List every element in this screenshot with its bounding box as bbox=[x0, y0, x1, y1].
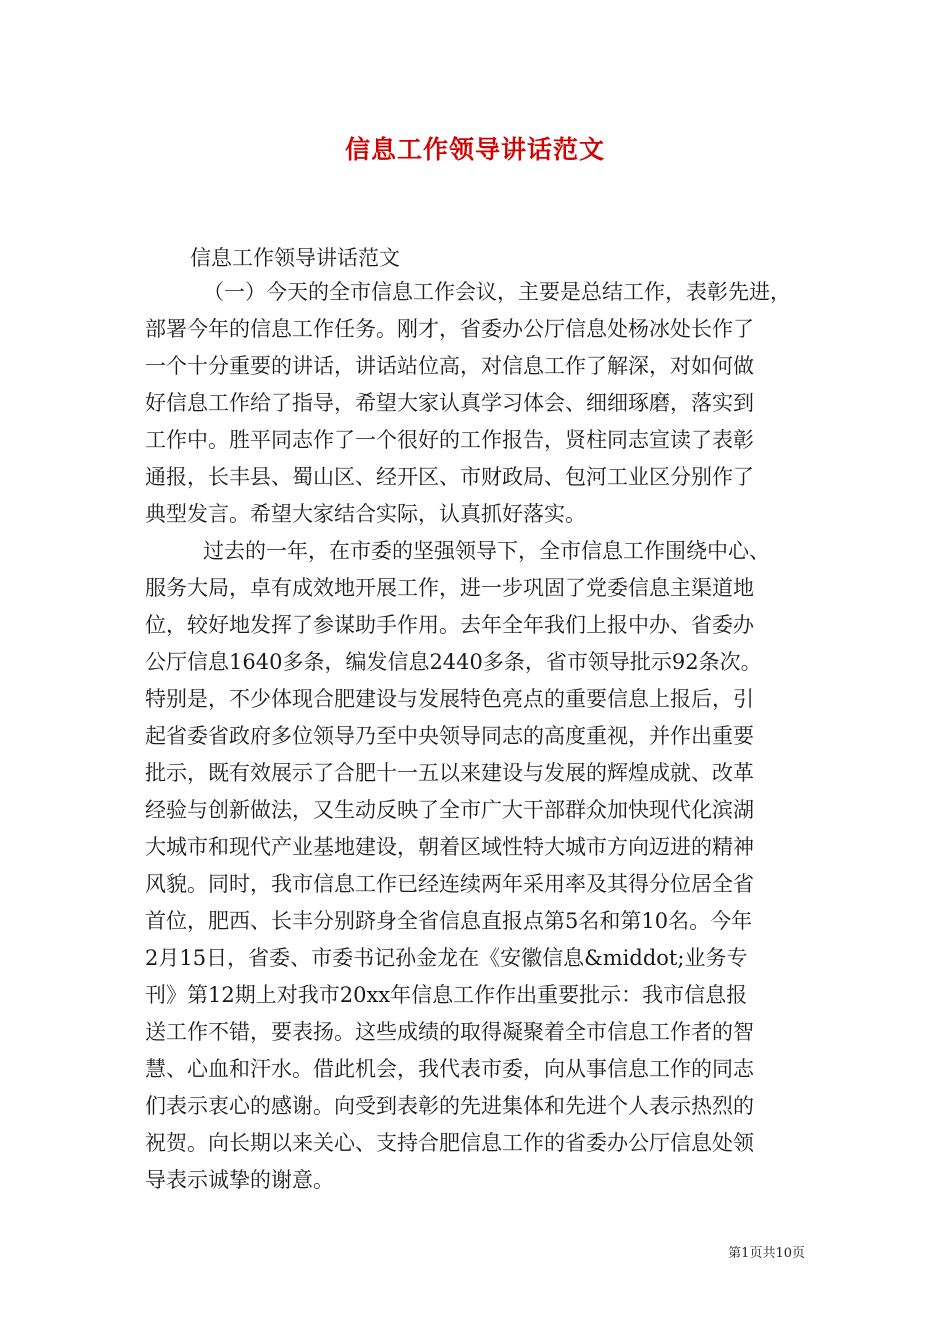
text-line: 大城市和现代产业基地建设，朝着区域性特大城市方向迈进的精神 bbox=[145, 835, 754, 859]
text-line: 公厅信息1640多条，编发信息2440多条，省市领导批示92条次。 bbox=[145, 650, 762, 674]
text-line: 典型发言。希望大家结合实际，认真抓好落实。 bbox=[145, 502, 586, 526]
text-line: 通报，长丰县、蜀山区、经开区、市财政局、包河工业区分别作了 bbox=[145, 465, 754, 489]
document-subtitle: 信息工作领导讲话范文 bbox=[190, 246, 400, 270]
text-line: 慧、心血和汗水。借此机会，我代表市委，向从事信息工作的同志 bbox=[145, 1057, 754, 1081]
text-line: 们表示衷心的感谢。向受到表彰的先进集体和先进个人表示热烈的 bbox=[145, 1094, 754, 1118]
document-body bbox=[145, 274, 820, 1199]
text-line: 祝贺。向长期以来关心、支持合肥信息工作的省委办公厅信息处领 bbox=[145, 1131, 754, 1155]
paragraph bbox=[145, 533, 820, 1199]
text-line: 好信息工作给了指导，希望大家认真学习体会、细细琢磨，落实到 bbox=[145, 391, 754, 415]
text-line: 一个十分重要的讲话，讲话站位高，对信息工作了解深，对如何做 bbox=[145, 354, 754, 378]
text-line: 导表示诚挚的谢意。 bbox=[145, 1168, 334, 1192]
text-line: 位，较好地发挥了参谋助手作用。去年全年我们上报中办、省委办 bbox=[145, 613, 754, 637]
text-line: 2月15日，省委、市委书记孙金龙在《安徽信息&middot;业务专 bbox=[145, 946, 748, 970]
paragraph bbox=[145, 274, 820, 533]
text-line: 工作中。胜平同志作了一个很好的工作报告，贤柱同志宣读了表彰 bbox=[145, 428, 754, 452]
text-line: 首位，肥西、长丰分别跻身全省信息直报点第5名和第10名。今年 bbox=[145, 909, 753, 933]
text-line: （一）今天的全市信息工作会议，主要是总结工作，表彰先进， bbox=[203, 280, 791, 304]
page-number: 第1页共10页 bbox=[728, 1246, 805, 1261]
text-line: 风貌。同时，我市信息工作已经连续两年采用率及其得分位居全省 bbox=[145, 872, 754, 896]
text-line: 批示，既有效展示了合肥十一五以来建设与发展的辉煌成就、改革 bbox=[145, 761, 754, 785]
text-line: 刊》第12期上对我市20xx年信息工作作出重要批示：我市信息报 bbox=[145, 983, 748, 1007]
text-line: 服务大局，卓有成效地开展工作，进一步巩固了党委信息主渠道地 bbox=[145, 576, 754, 600]
text-line: 经验与创新做法，又生动反映了全市广大干部群众加快现代化滨湖 bbox=[145, 798, 754, 822]
text-line: 特别是，不少体现合肥建设与发展特色亮点的重要信息上报后，引 bbox=[145, 687, 754, 711]
text-line: 起省委省政府多位领导乃至中央领导同志的高度重视，并作出重要 bbox=[145, 724, 754, 748]
document-title: 信息工作领导讲话范文 bbox=[344, 135, 605, 164]
text-line: 部署今年的信息工作任务。刚才，省委办公厅信息处杨冰处长作了 bbox=[145, 317, 754, 341]
text-line: 送工作不错，要表扬。这些成绩的取得凝聚着全市信息工作者的智 bbox=[145, 1020, 754, 1044]
text-line: 过去的一年，在市委的坚强领导下，全市信息工作围绕中心、 bbox=[203, 539, 770, 563]
